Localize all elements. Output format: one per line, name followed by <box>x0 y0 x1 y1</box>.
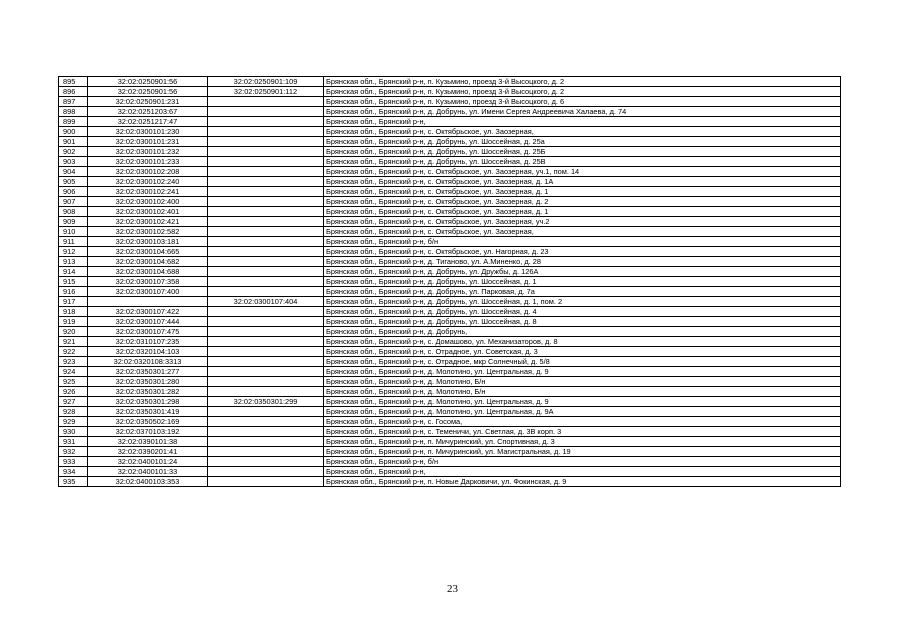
related-number-cell: 32:02:0250901:109 <box>208 77 324 87</box>
cadastral-number-cell: 32:02:0320104:103 <box>88 347 208 357</box>
table-row <box>59 107 841 117</box>
related-number-cell <box>208 447 324 457</box>
address-cell: Брянская обл., Брянский р-н, д. Молотино, Б/н <box>324 387 841 397</box>
table-row <box>59 87 841 97</box>
related-number-cell <box>208 247 324 257</box>
row-number-cell: 898 <box>59 107 88 117</box>
address-cell: Брянская обл., Брянский р-н, с. Госома, <box>324 417 841 427</box>
cadastral-number-cell: 32:02:0250901:231 <box>88 97 208 107</box>
table-row <box>59 207 841 217</box>
table-row <box>59 247 841 257</box>
row-number-cell: 902 <box>59 147 88 157</box>
cadastral-number-cell: 32:02:0300102:400 <box>88 197 208 207</box>
address-cell: Брянская обл., Брянский р-н, п. Кузьмино, проезд 3-й Высоцкого, д. 6 <box>324 97 841 107</box>
related-number-cell <box>208 127 324 137</box>
row-number-cell: 934 <box>59 467 88 477</box>
address-cell: Брянская обл., Брянский р-н, с. Октябрьское, ул. Нагорная, д. 23 <box>324 247 841 257</box>
cadastral-number-cell: 32:02:0300107:358 <box>88 277 208 287</box>
table-row <box>59 157 841 167</box>
address-cell: Брянская обл., Брянский р-н, д. Добрунь, ул. Имени Сергея Андреевича Халаева, д. 74 <box>324 107 841 117</box>
cadastral-number-cell: 32:02:0250901:56 <box>88 87 208 97</box>
row-number-cell: 910 <box>59 227 88 237</box>
address-cell: Брянская обл., Брянский р-н, <box>324 117 841 127</box>
address-cell: Брянская обл., Брянский р-н, д. Молотино, Б/н <box>324 377 841 387</box>
address-cell: Брянская обл., Брянский р-н, с. Октябрьское, ул. Заозерная, <box>324 227 841 237</box>
related-number-cell <box>208 327 324 337</box>
related-number-cell <box>208 227 324 237</box>
table-row <box>59 407 841 417</box>
address-cell: Брянская обл., Брянский р-н, д. Добрунь, ул. Шоссейная, д. 4 <box>324 307 841 317</box>
page-number: 23 <box>447 583 458 595</box>
address-cell: Брянская обл., Брянский р-н, д. Добрунь, ул. Шоссейная, д. 8 <box>324 317 841 327</box>
row-number-cell: 899 <box>59 117 88 127</box>
address-cell: Брянская обл., Брянский р-н, д. Добрунь, ул. Шоссейная, д. 1, пом. 2 <box>324 297 841 307</box>
related-number-cell <box>208 427 324 437</box>
cadastral-number-cell: 32:02:0300101:230 <box>88 127 208 137</box>
table-row <box>59 147 841 157</box>
address-cell: Брянская обл., Брянский р-н, д. Добрунь, ул. Шоссейная, д. 1 <box>324 277 841 287</box>
related-number-cell <box>208 117 324 127</box>
cadastral-number-cell: 32:02:0300101:231 <box>88 137 208 147</box>
address-cell: Брянская обл., Брянский р-н, с. Октябрьское, ул. Заозерная, д. 1А <box>324 177 841 187</box>
related-number-cell <box>208 187 324 197</box>
cadastral-number-cell: 32:02:0300101:233 <box>88 157 208 167</box>
cadastral-number-cell: 32:02:0300103:181 <box>88 237 208 247</box>
related-number-cell <box>208 287 324 297</box>
address-cell: Брянская обл., Брянский р-н, д. Молотино, ул. Центральная, д. 9 <box>324 397 841 407</box>
address-cell: Брянская обл., Брянский р-н, п. Кузьмино, проезд 3-й Высоцкого, д. 2 <box>324 87 841 97</box>
row-number-cell: 911 <box>59 237 88 247</box>
table-row <box>59 197 841 207</box>
row-number-cell: 916 <box>59 287 88 297</box>
cadastral-number-cell: 32:02:0300104:682 <box>88 257 208 267</box>
cadastral-number-cell: 32:02:0300102:582 <box>88 227 208 237</box>
related-number-cell <box>208 107 324 117</box>
related-number-cell <box>208 217 324 227</box>
address-cell: Брянская обл., Брянский р-н, с. Отрадное, ул. Советская, д. 3 <box>324 347 841 357</box>
row-number-cell: 924 <box>59 367 88 377</box>
table-row <box>59 277 841 287</box>
row-number-cell: 912 <box>59 247 88 257</box>
table-row <box>59 217 841 227</box>
address-cell: Брянская обл., Брянский р-н, п. Кузьмино, проезд 3-й Высоцкого, д. 2 <box>324 77 841 87</box>
cadastral-number-cell: 32:02:0350502:169 <box>88 417 208 427</box>
related-number-cell <box>208 207 324 217</box>
related-number-cell <box>208 137 324 147</box>
row-number-cell: 897 <box>59 97 88 107</box>
cadastral-number-cell: 32:02:0300102:421 <box>88 217 208 227</box>
table-row <box>59 377 841 387</box>
address-cell: Брянская обл., Брянский р-н, с. Октябрьское, ул. Заозерная, <box>324 127 841 137</box>
row-number-cell: 905 <box>59 177 88 187</box>
related-number-cell <box>208 387 324 397</box>
related-number-cell: 32:02:0250901:112 <box>208 87 324 97</box>
related-number-cell <box>208 257 324 267</box>
row-number-cell: 921 <box>59 337 88 347</box>
table-row <box>59 397 841 407</box>
related-number-cell: 32:02:0300107:404 <box>208 297 324 307</box>
address-cell: Брянская обл., Брянский р-н, д. Добрунь, ул. Парковая, д. 7а <box>324 287 841 297</box>
table-row <box>59 387 841 397</box>
row-number-cell: 923 <box>59 357 88 367</box>
row-number-cell: 927 <box>59 397 88 407</box>
row-number-cell: 908 <box>59 207 88 217</box>
row-number-cell: 917 <box>59 297 88 307</box>
row-number-cell: 929 <box>59 417 88 427</box>
related-number-cell <box>208 407 324 417</box>
table-row <box>59 457 841 467</box>
table-row <box>59 357 841 367</box>
cadastral-number-cell: 32:02:0300107:475 <box>88 327 208 337</box>
address-cell: Брянская обл., Брянский р-н, д. Добрунь, ул. Шоссейная, д. 25Б <box>324 147 841 157</box>
table-row <box>59 437 841 447</box>
address-cell: Брянская обл., Брянский р-н, с. Октябрьское, ул. Заозерная, уч.1, пом. 14 <box>324 167 841 177</box>
table-row <box>59 257 841 267</box>
row-number-cell: 920 <box>59 327 88 337</box>
address-cell: Брянская обл., Брянский р-н, с. Октябрьское, ул. Заозерная, д. 2 <box>324 197 841 207</box>
row-number-cell: 926 <box>59 387 88 397</box>
related-number-cell <box>208 167 324 177</box>
cadastral-number-cell: 32:02:0300107:400 <box>88 287 208 297</box>
table-body <box>59 77 841 487</box>
cadastral-number-cell: 32:02:0250901:56 <box>88 77 208 87</box>
address-cell: Брянская обл., Брянский р-н, с. Октябрьское, ул. Заозерная, уч.2 <box>324 217 841 227</box>
table-row <box>59 467 841 477</box>
cadastral-number-cell: 32:02:0251217:47 <box>88 117 208 127</box>
row-number-cell: 932 <box>59 447 88 457</box>
related-number-cell <box>208 97 324 107</box>
row-number-cell: 896 <box>59 87 88 97</box>
address-cell: Брянская обл., Брянский р-н, п. Мичуринский, ул. Спортивная, д. 3 <box>324 437 841 447</box>
row-number-cell: 930 <box>59 427 88 437</box>
cadastral-number-cell: 32:02:0350301:419 <box>88 407 208 417</box>
table-row <box>59 307 841 317</box>
address-cell: Брянская обл., Брянский р-н, б/н <box>324 237 841 247</box>
table-row <box>59 127 841 137</box>
related-number-cell <box>208 437 324 447</box>
cadastral-number-cell: 32:02:0350301:282 <box>88 387 208 397</box>
related-number-cell <box>208 277 324 287</box>
cadastral-number-cell: 32:02:0390201:41 <box>88 447 208 457</box>
cadastral-number-cell: 32:02:0300101:232 <box>88 147 208 157</box>
related-number-cell <box>208 307 324 317</box>
related-number-cell <box>208 237 324 247</box>
address-cell: Брянская обл., Брянский р-н, с. Октябрьское, ул. Заозерная, д. 1 <box>324 207 841 217</box>
address-cell: Брянская обл., Брянский р-н, д. Молотино, ул. Центральная, д. 9А <box>324 407 841 417</box>
related-number-cell <box>208 197 324 207</box>
related-number-cell <box>208 147 324 157</box>
cadastral-number-cell: 32:02:0400101:24 <box>88 457 208 467</box>
cadastral-number-cell: 32:02:0300102:240 <box>88 177 208 187</box>
table-row <box>59 317 841 327</box>
address-cell: Брянская обл., Брянский р-н, с. Теменичи, ул. Светлая, д. 3В корп. 3 <box>324 427 841 437</box>
table-row <box>59 367 841 377</box>
row-number-cell: 907 <box>59 197 88 207</box>
table-row <box>59 97 841 107</box>
row-number-cell: 919 <box>59 317 88 327</box>
table-row <box>59 167 841 177</box>
row-number-cell: 933 <box>59 457 88 467</box>
table-row <box>59 447 841 457</box>
related-number-cell <box>208 367 324 377</box>
cadastral-number-cell: 32:02:0300102:241 <box>88 187 208 197</box>
table-row <box>59 237 841 247</box>
related-number-cell <box>208 267 324 277</box>
cadastral-number-cell: 32:02:0350301:280 <box>88 377 208 387</box>
related-number-cell <box>208 467 324 477</box>
related-number-cell <box>208 357 324 367</box>
related-number-cell: 32:02:0350301:299 <box>208 397 324 407</box>
row-number-cell: 914 <box>59 267 88 277</box>
row-number-cell: 931 <box>59 437 88 447</box>
row-number-cell: 925 <box>59 377 88 387</box>
table-row <box>59 417 841 427</box>
row-number-cell: 901 <box>59 137 88 147</box>
cadastral-number-cell: 32:02:0390101:38 <box>88 437 208 447</box>
cadastral-number-cell: 32:02:0370103:192 <box>88 427 208 437</box>
address-cell: Брянская обл., Брянский р-н, с. Отрадное, мкр Солнечный, д. 5/8 <box>324 357 841 367</box>
cadastral-table <box>58 76 841 487</box>
table-row <box>59 177 841 187</box>
table-row <box>59 337 841 347</box>
related-number-cell <box>208 317 324 327</box>
address-cell: Брянская обл., Брянский р-н, с. Домашово, ул. Механизаторов, д. 8 <box>324 337 841 347</box>
cadastral-number-cell: 32:02:0300107:422 <box>88 307 208 317</box>
address-cell: Брянская обл., Брянский р-н, д. Добрунь, ул. Шоссейная, д. 25В <box>324 157 841 167</box>
address-cell: Брянская обл., Брянский р-н, д. Молотино, ул. Центральная, д. 9 <box>324 367 841 377</box>
cadastral-number-cell: 32:02:0300107:444 <box>88 317 208 327</box>
cadastral-number-cell: 32:02:0300102:208 <box>88 167 208 177</box>
address-cell: Брянская обл., Брянский р-н, д. Тиганово, ул. А.Миненко, д. 28 <box>324 257 841 267</box>
cadastral-number-cell: 32:02:0350301:277 <box>88 367 208 377</box>
cadastral-number-cell: 32:02:0400103:353 <box>88 477 208 487</box>
related-number-cell <box>208 337 324 347</box>
address-cell: Брянская обл., Брянский р-н, д. Добрунь, ул. Шоссейная, д. 25а <box>324 137 841 147</box>
cadastral-number-cell: 32:02:0310107:235 <box>88 337 208 347</box>
related-number-cell <box>208 347 324 357</box>
table-row <box>59 227 841 237</box>
row-number-cell: 913 <box>59 257 88 267</box>
row-number-cell: 922 <box>59 347 88 357</box>
table-row <box>59 77 841 87</box>
address-cell: Брянская обл., Брянский р-н, <box>324 467 841 477</box>
table-row <box>59 187 841 197</box>
table-row <box>59 117 841 127</box>
cadastral-number-cell: 32:02:0400101:33 <box>88 467 208 477</box>
table-row <box>59 427 841 437</box>
row-number-cell: 935 <box>59 477 88 487</box>
cadastral-number-cell: 32:02:0251203:67 <box>88 107 208 117</box>
address-cell: Брянская обл., Брянский р-н, д. Добрунь, <box>324 327 841 337</box>
table-row <box>59 287 841 297</box>
row-number-cell: 918 <box>59 307 88 317</box>
address-cell: Брянская обл., Брянский р-н, д. Добрунь, ул. Дружбы, д. 126А <box>324 267 841 277</box>
table-row <box>59 297 841 307</box>
related-number-cell <box>208 377 324 387</box>
table-row <box>59 267 841 277</box>
row-number-cell: 928 <box>59 407 88 417</box>
cadastral-number-cell: 32:02:0300104:688 <box>88 267 208 277</box>
row-number-cell: 909 <box>59 217 88 227</box>
row-number-cell: 904 <box>59 167 88 177</box>
cadastral-number-cell: 32:02:0320108:3313 <box>88 357 208 367</box>
address-cell: Брянская обл., Брянский р-н, п. Мичуринский, ул. Магистральная, д. 19 <box>324 447 841 457</box>
row-number-cell: 900 <box>59 127 88 137</box>
address-cell: Брянская обл., Брянский р-н, п. Новые Дарковичи, ул. Фокинская, д. 9 <box>324 477 841 487</box>
related-number-cell <box>208 157 324 167</box>
table-row <box>59 327 841 337</box>
row-number-cell: 915 <box>59 277 88 287</box>
related-number-cell <box>208 177 324 187</box>
cadastral-number-cell: 32:02:0300102:401 <box>88 207 208 217</box>
table-row <box>59 477 841 487</box>
cadastral-number-cell <box>88 297 208 307</box>
table-row <box>59 137 841 147</box>
related-number-cell <box>208 477 324 487</box>
row-number-cell: 903 <box>59 157 88 167</box>
table-row <box>59 347 841 357</box>
cadastral-number-cell: 32:02:0300104:665 <box>88 247 208 257</box>
related-number-cell <box>208 417 324 427</box>
cadastral-number-cell: 32:02:0350301:298 <box>88 397 208 407</box>
address-cell: Брянская обл., Брянский р-н, б/н <box>324 457 841 467</box>
related-number-cell <box>208 457 324 467</box>
row-number-cell: 906 <box>59 187 88 197</box>
row-number-cell: 895 <box>59 77 88 87</box>
address-cell: Брянская обл., Брянский р-н, с. Октябрьское, ул. Заозерная, д. 1 <box>324 187 841 197</box>
